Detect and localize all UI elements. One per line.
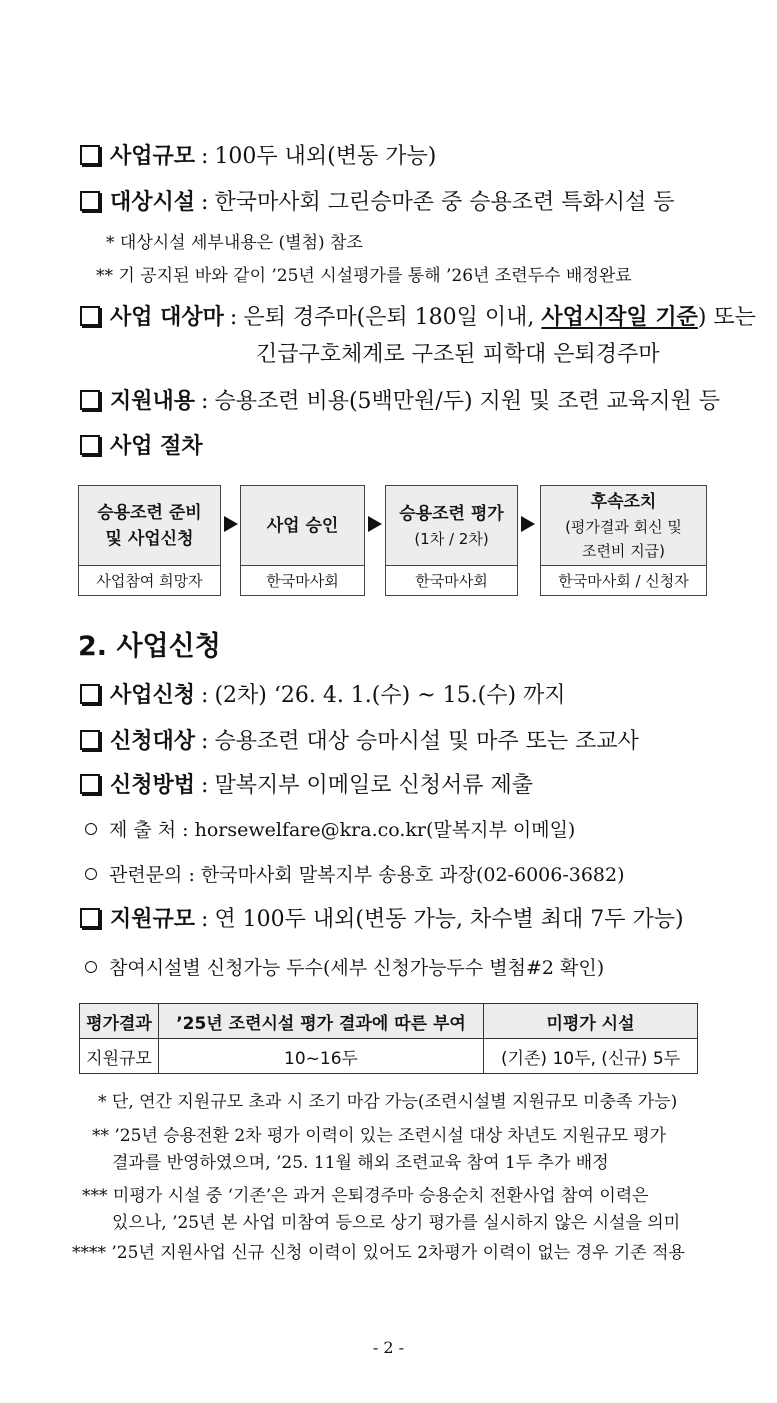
table-cell: (기존) 10두, (신규) 5두 xyxy=(484,1039,698,1074)
checkbox-bullet-icon xyxy=(80,191,100,211)
item-per-facility: 참여시설별 신청가능 두수(세부 신청가능두수 별첨#2 확인) xyxy=(85,953,604,983)
circle-bullet-icon xyxy=(85,823,97,835)
flow-step-approval: 사업 승인 한국마사회 xyxy=(240,485,365,596)
footnote-2a: ** ’25년 승용전환 2차 평가 이력이 있는 조련시설 대상 차년도 지원규모 평가 xyxy=(92,1126,667,1146)
item-method: 신청방법 : 말복지부 이메일로 신청서류 제출 xyxy=(80,771,533,801)
item-apply-period: 사업신청 : (2차) ‘26. 4. 1.(수) ~ 15.(수) 까지 xyxy=(80,681,566,711)
circle-bullet-icon xyxy=(85,961,97,973)
section-heading: 2. 사업신청 xyxy=(78,631,221,662)
footnote-3b: 있으나, ’25년 본 사업 미참여 등으로 상기 평가를 실시하지 않은 시설을 의미 xyxy=(112,1213,681,1233)
footnote-2b: 결과를 반영하였으며, ’25. 11월 해외 조련교육 참여 1두 추가 배정 xyxy=(112,1153,609,1173)
note-target-detail: * 대상시설 세부내용은 (별첨) 참조 xyxy=(106,233,363,253)
flow-step-actor: 한국마사회 xyxy=(415,572,488,590)
checkbox-bullet-icon xyxy=(80,730,100,750)
table-header-row xyxy=(80,1004,698,1039)
footnote-1: * 단, 연간 지원규모 초과 시 조기 마감 가능(조련시설별 지원규모 미충족 가능) xyxy=(98,1092,678,1112)
item-support: 지원내용 : 승용조련 비용(5백만원/두) 지원 및 조련 교육지원 등 xyxy=(80,387,720,417)
footnote-4: **** ’25년 지원사업 신규 신청 이력이 있어도 2차평가 이력이 없는 경우 기존 적용 xyxy=(72,1243,685,1263)
footnote-3a: *** 미평가 시설 중 ‘기존’은 과거 은퇴경주마 승용순치 전환사업 참여 이력은 xyxy=(82,1186,649,1206)
item-submit-to: 제 출 처 : horsewelfare@kra.co.kr(말복지부 이메일) xyxy=(85,815,575,845)
item-support-scale: 지원규모 : 연 100두 내외(변동 가능, 차수별 최대 7두 가능) xyxy=(80,905,684,935)
checkbox-bullet-icon xyxy=(80,306,100,326)
support-scale-table xyxy=(79,1003,698,1074)
note-assignment: ** 기 공지된 바와 같이 ’25년 시설평가를 통해 ’26년 조련두수 배정완료 xyxy=(96,266,632,286)
page-number: - 2 - xyxy=(372,1338,405,1357)
checkbox-bullet-icon xyxy=(80,390,100,410)
flow-step-apply: 승용조련 준비 및 사업신청 사업참여 희망자 xyxy=(78,485,221,596)
flow-step-followup: 후속조치 (평가결과 회신 및 조련비 지급) 한국마사회 / 신청자 xyxy=(540,485,707,596)
checkbox-bullet-icon xyxy=(80,684,100,704)
item-procedure: 사업 절차 xyxy=(80,432,203,462)
arrow-right-icon xyxy=(368,516,382,532)
checkbox-bullet-icon xyxy=(80,145,100,165)
table-cell: 지원규모 xyxy=(80,1039,159,1074)
flow-step-actor: 한국마사회 xyxy=(266,572,339,590)
table-cell: 10~16두 xyxy=(159,1039,484,1074)
circle-bullet-icon xyxy=(85,868,97,880)
table-header-cell: ’25년 조련시설 평가 결과에 따른 부여 xyxy=(159,1004,484,1039)
item-horse-line2: 긴급구호체계로 구조된 피학대 은퇴경주마 xyxy=(256,342,660,367)
flow-step-evaluation: 승용조련 평가 (1차 / 2차) 한국마사회 xyxy=(385,485,518,596)
table-header-cell: 평가결과 xyxy=(80,1004,159,1039)
checkbox-bullet-icon xyxy=(80,908,100,928)
item-contact: 관련문의 : 한국마사회 말복지부 송용호 과장(02-6006-3682) xyxy=(85,860,625,890)
flow-step-actor: 한국마사회 / 신청자 xyxy=(558,572,689,590)
item-eligible: 신청대상 : 승용조련 대상 승마시설 및 마주 또는 조교사 xyxy=(80,727,639,757)
flow-step-actor: 사업참여 희망자 xyxy=(96,572,203,590)
checkbox-bullet-icon xyxy=(80,435,100,455)
checkbox-bullet-icon xyxy=(80,774,100,794)
table-row xyxy=(80,1039,698,1074)
item-horse: 사업 대상마 : 은퇴 경주마(은퇴 180일 이내, 사업시작일 기준) 또는 xyxy=(80,303,756,333)
item-scale: 사업규모 : 100두 내외(변동 가능) xyxy=(80,142,436,172)
item-target: 대상시설 : 한국마사회 그린승마존 중 승용조련 특화시설 등 xyxy=(80,188,674,218)
table-header-cell: 미평가 시설 xyxy=(484,1004,698,1039)
arrow-right-icon xyxy=(224,516,238,532)
arrow-right-icon xyxy=(521,516,535,532)
